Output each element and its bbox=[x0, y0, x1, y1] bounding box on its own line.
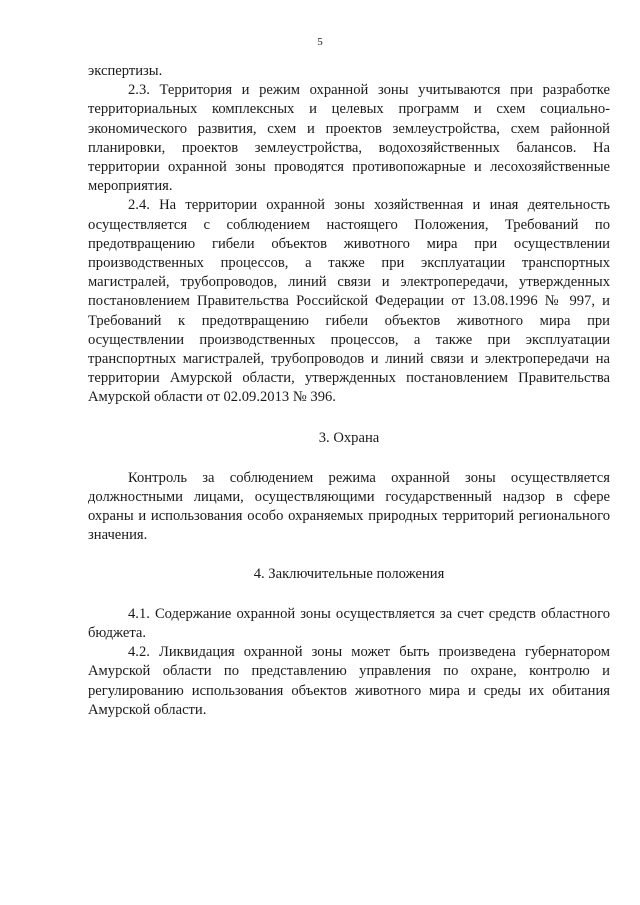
section-heading-3: 3. Охрана bbox=[318, 429, 380, 446]
document-body bbox=[88, 62, 610, 720]
paragraph-2-3: 2.3. Территория и режим охранной зоны учитываются при разработке территориальных комплексных и целевых программ и схем социально-экономического развития, схем и проектов землеустройства, схем районной планировки, проектов землеустройства, водохозяйственных балансов. На территории охранной зоны проводятся противопожарные и лесохозяйственные мероприятия. bbox=[88, 82, 610, 195]
paragraph-4-2: 4.2. Ликвидация охранной зоны может быть произведена губернатором Амурской области по представлению управления по охране, контролю и регулированию использования объектов животного мира и среды их обитания Амурской области. bbox=[88, 644, 610, 718]
paragraph-2-4: 2.4. На территории охранной зоны хозяйственная и иная деятельность осуществляется с соблюдением настоящего Положения, Требований по предотвращению гибели объектов животного мира при осуществлении производственных процессов, а также при эксплуатации транспортных магистралей, трубопроводов, линий связи и электропередачи, утвержденных постановлением Правительства Российской Федерации от 13.08.1996 № 997, и Требований к предотвращению гибели объектов животного мира при осуществлении производственных процессов, а также при эксплуатации транспортных магистралей, трубопроводов и линий связи и электропередачи на территории Амурской области, утвержденных постановлением Правительства Амурской области от 02.09.2013 № 396. bbox=[88, 197, 610, 406]
section-heading-4: 4. Заключительные положения bbox=[253, 565, 445, 582]
paragraph-4-1: 4.1. Содержание охранной зоны осуществляется за счет средств областного бюджета. bbox=[88, 605, 610, 642]
paragraph-3: Контроль за соблюдением режима охранной зоны осуществляется должностными лицами, осуществляющими государственный надзор в сфере охраны и использования особо охраняемых природных территорий регионального значения. bbox=[88, 469, 610, 544]
page-number: 5 bbox=[317, 36, 323, 48]
paragraph-continuation: экспертизы. bbox=[88, 63, 163, 79]
